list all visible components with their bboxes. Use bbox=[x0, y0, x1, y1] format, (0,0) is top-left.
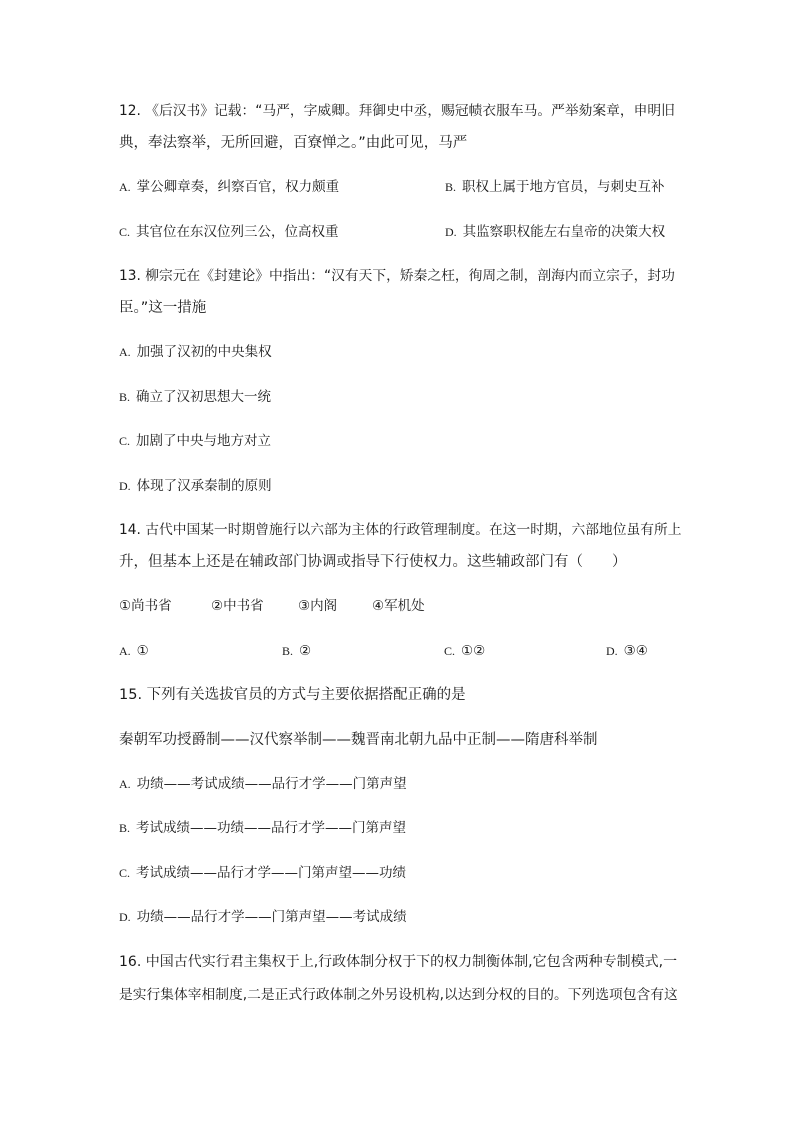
option-letter: D. bbox=[445, 225, 457, 239]
q15-stem-line1: 15. 下列有关选拔官员的方式与主要依据搭配正确的是 bbox=[119, 687, 466, 703]
option-text: 功绩——品行才学——门第声望——考试成绩 bbox=[136, 909, 407, 925]
option-text: 考试成绩——品行才学——门第声望——功绩 bbox=[136, 865, 407, 881]
q16-stem-line2: 是实行集体宰相制度,二是正式行政体制之外另设机构,以达到分权的目的。下列选项包含有这 bbox=[119, 987, 678, 1003]
q14-option-a[interactable] bbox=[119, 641, 149, 661]
option-text: 掌公卿章奏，纠察百官，权力颇重 bbox=[136, 179, 340, 195]
q13-stem-line1: 13. 柳宗元在《封建论》中指出：“汉有天下，矫秦之枉，徇周之制，剖海内而立宗子，封功 bbox=[119, 268, 675, 284]
option-text: ② bbox=[299, 643, 312, 659]
q12-option-b[interactable] bbox=[445, 177, 665, 197]
q14-stem-line2: 升，但基本上还是在辅政部门协调或指导下行使权力。这些辅政部门有（ ） bbox=[119, 554, 627, 570]
option-letter: D. bbox=[606, 644, 618, 658]
option-letter: B. bbox=[119, 821, 131, 835]
option-text: 考试成绩——功绩——品行才学——门第声望 bbox=[136, 820, 407, 836]
option-text: 加剧了中央与地方对立 bbox=[136, 433, 272, 449]
q14-item-3: ③内阁 bbox=[298, 598, 338, 614]
q12-option-a[interactable] bbox=[119, 177, 339, 197]
option-letter: D. bbox=[119, 910, 131, 924]
q14-option-b[interactable] bbox=[282, 641, 311, 661]
option-text: 体现了汉承秦制的原则 bbox=[136, 478, 272, 494]
option-letter: C. bbox=[119, 225, 131, 239]
option-text: 其监察职权能左右皇帝的决策大权 bbox=[462, 224, 666, 240]
option-letter: B. bbox=[445, 180, 457, 194]
q14-stem-line1: 14. 古代中国某一时期曾施行以六部为主体的行政管理制度。在这一时期，六部地位虽有所上 bbox=[119, 522, 682, 538]
option-text: ①② bbox=[461, 643, 486, 659]
q14-item-4: ④军机处 bbox=[372, 598, 425, 614]
option-letter: C. bbox=[119, 434, 131, 448]
option-text: ① bbox=[136, 643, 149, 659]
q14-option-d[interactable] bbox=[606, 641, 648, 661]
q14-option-c[interactable] bbox=[444, 641, 485, 661]
q13-option-c[interactable] bbox=[119, 431, 271, 451]
option-letter: C. bbox=[119, 866, 131, 880]
option-text: ③④ bbox=[623, 643, 648, 659]
q15-option-a[interactable] bbox=[119, 774, 407, 794]
q13-option-d[interactable] bbox=[119, 476, 272, 496]
option-text: 功绩——考试成绩——品行才学——门第声望 bbox=[136, 776, 407, 792]
option-letter: B. bbox=[119, 390, 131, 404]
q13-option-a[interactable] bbox=[119, 342, 272, 362]
option-letter: A. bbox=[119, 644, 131, 658]
q12-option-c[interactable] bbox=[119, 222, 339, 242]
option-text: 加强了汉初的中央集权 bbox=[136, 344, 272, 360]
option-letter: B. bbox=[282, 644, 294, 658]
q15-option-d[interactable] bbox=[119, 907, 407, 927]
option-text: 其官位在东汉位列三公，位高权重 bbox=[136, 224, 339, 240]
q16-stem-line1: 16. 中国古代实行君主集权于上,行政体制分权于下的权力制衡体制,它包含两种专制模式,一 bbox=[119, 954, 678, 970]
q13-option-b[interactable] bbox=[119, 387, 271, 407]
option-letter: D. bbox=[119, 479, 131, 493]
q12-option-d[interactable] bbox=[445, 222, 665, 242]
q15-option-b[interactable] bbox=[119, 818, 406, 838]
option-text: 确立了汉初思想大一统 bbox=[136, 389, 272, 405]
q14-item-1: ①尚书省 bbox=[119, 598, 172, 614]
option-letter: A. bbox=[119, 180, 131, 194]
option-letter: A. bbox=[119, 777, 131, 791]
option-text: 职权上属于地方官员，与刺史互补 bbox=[462, 179, 665, 195]
option-letter: A. bbox=[119, 345, 131, 359]
q15-stem-line2: 秦朝军功授爵制——汉代察举制——魏晋南北朝九品中正制——隋唐科举制 bbox=[119, 732, 598, 748]
q13-stem-line2: 臣。”这一措施 bbox=[119, 300, 207, 316]
option-letter: C. bbox=[444, 644, 456, 658]
q12-stem-line1: 12. 《后汉书》记载：“马严，字威卿。拜御史中丞，赐冠帻衣服车马。严举劾案章，申明旧 bbox=[119, 103, 675, 119]
q12-stem-line2: 典，奉法察举，无所回避，百寮惮之。”由此可见，马严 bbox=[119, 135, 468, 151]
q14-item-2: ②中书省 bbox=[211, 598, 264, 614]
q15-option-c[interactable] bbox=[119, 863, 406, 883]
